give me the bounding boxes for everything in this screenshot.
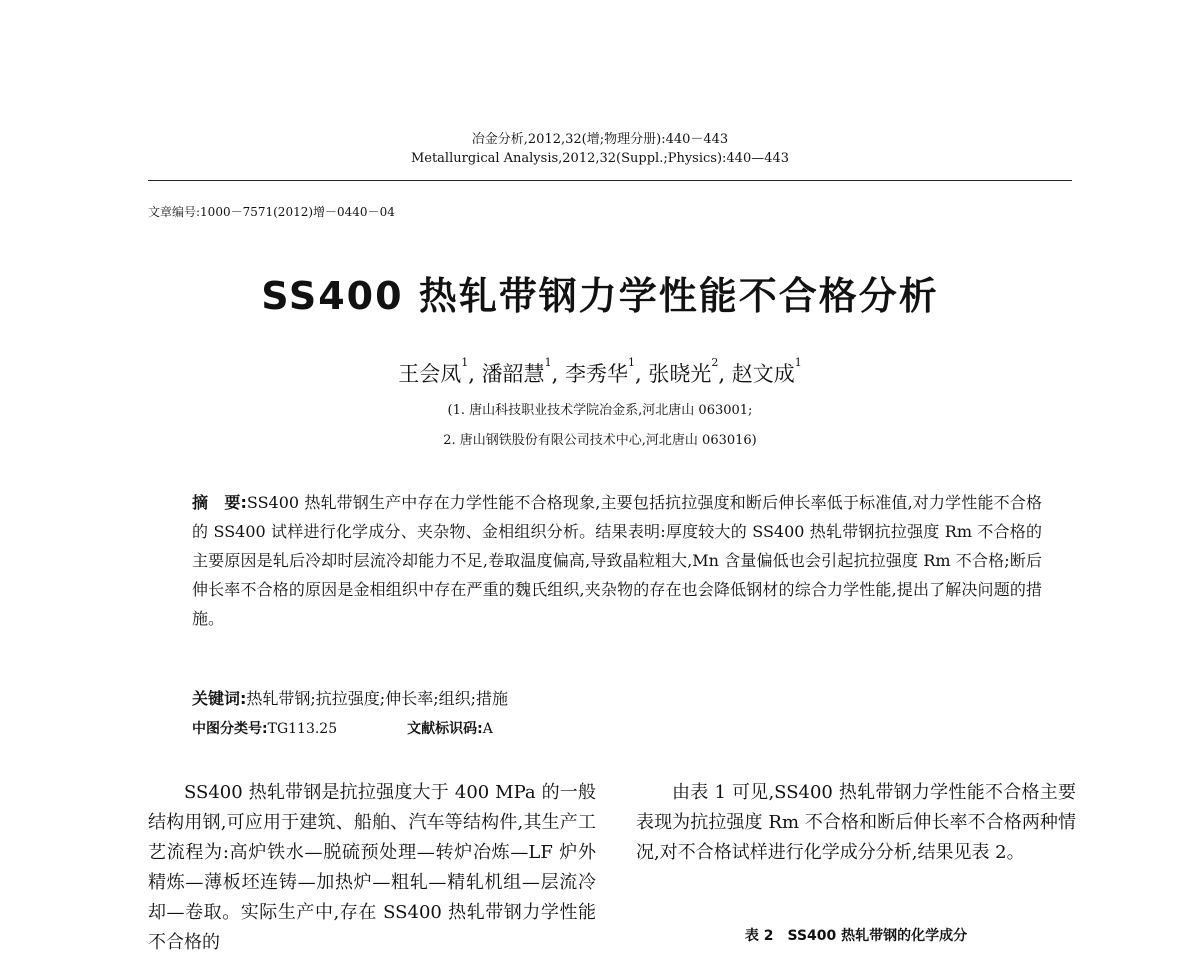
classification-line xyxy=(192,718,493,738)
body-left-column: SS400 热轧带钢是抗拉强度大于 400 MPa 的一般结构用钢,可应用于建筑、船舶、汽车等结构件,其生产工艺流程为:高炉铁水—脱硫预处理—转炉冶炼—LF 炉外精炼—薄板坯连铸—加热炉—粗轧—精轧机组—层流冷却—卷取。实际生产中,存在 SS400 热轧带钢力学性能不合格的 xyxy=(148,782,596,953)
author-name: 潘韶慧 xyxy=(481,362,545,386)
journal-header-en: Metallurgical Analysis,2012,32(Suppl.;Physics):440—443 xyxy=(410,151,790,166)
clc-label: 中图分类号: xyxy=(192,721,268,737)
keywords xyxy=(192,686,508,709)
affiliation-2: 2. 唐山钢铁股份有限公司技术中心,河北唐山 063016) xyxy=(443,433,757,448)
author-separator: , xyxy=(635,362,642,386)
clc-value: TG113.25 xyxy=(267,721,338,737)
author-affiliation-mark: 1 xyxy=(544,356,552,369)
author-affiliation-mark: 1 xyxy=(461,356,469,369)
article-id: 文章编号:1000－7571(2012)增－0440－04 xyxy=(148,205,395,219)
header-rule xyxy=(148,180,1072,181)
doc-code-value: A xyxy=(482,721,493,737)
author-separator: , xyxy=(551,362,559,386)
author-name: 李秀华 xyxy=(565,362,628,386)
author-affiliation-mark: 1 xyxy=(794,356,802,369)
affiliation-1: (1. 唐山科技职业技术学院冶金系,河北唐山 063001; xyxy=(447,403,753,418)
keywords-label: 关键词: xyxy=(192,689,247,708)
journal-header-cn: 冶金分析,2012,32(增;物理分册):440－443 xyxy=(471,132,729,147)
paper-title: SS400 热轧带钢力学性能不合格分析 xyxy=(261,274,939,318)
author-name: 张晓光 xyxy=(648,362,712,386)
abstract-label: 摘 要: xyxy=(192,493,247,512)
author-name: 赵文成 xyxy=(731,362,795,386)
author-list xyxy=(0,358,1200,388)
abstract-text: SS400 热轧带钢生产中存在力学性能不合格现象,主要包括抗拉强度和断后伸长率低于标准值,对力学性能不合格的 SS400 试样进行化学成分、夹杂物、金相组织分析。结果表明:厚度较大的 SS400 热轧带钢抗拉强度 Rm 不合格的主要原因是轧后冷却时层流冷却能力不足,卷取温度偏高,导致晶粒粗大,Mn 含量偏低也会引起抗拉强度 Rm 不合格;断后伸长率不合格的原因是金相组织中存在严重的魏氏组织,夹杂物的存在也会降低钢材的综合力学性能,提出了解决问题的措施。 xyxy=(192,493,1042,628)
author-affiliation-mark: 1 xyxy=(628,356,635,369)
keywords-text: 热轧带钢;抗拉强度;伸长率;组织;措施 xyxy=(246,689,508,708)
body-right-column: 由表 1 可见,SS400 热轧带钢力学性能不合格主要表现为抗拉强度 Rm 不合格和断后伸长率不合格两种情况,对不合格试样进行化学成分分析,结果见表 2。 xyxy=(636,782,1076,863)
author-separator: , xyxy=(718,362,726,386)
doc-code-label: 文献标识码: xyxy=(407,721,483,737)
author-affiliation-mark: 2 xyxy=(711,356,719,369)
author-name: 王会凤 xyxy=(398,362,462,386)
table-2-caption: 表 2 SS400 热轧带钢的化学成分 xyxy=(744,928,968,944)
abstract xyxy=(192,488,1042,633)
author-separator: , xyxy=(468,362,475,386)
